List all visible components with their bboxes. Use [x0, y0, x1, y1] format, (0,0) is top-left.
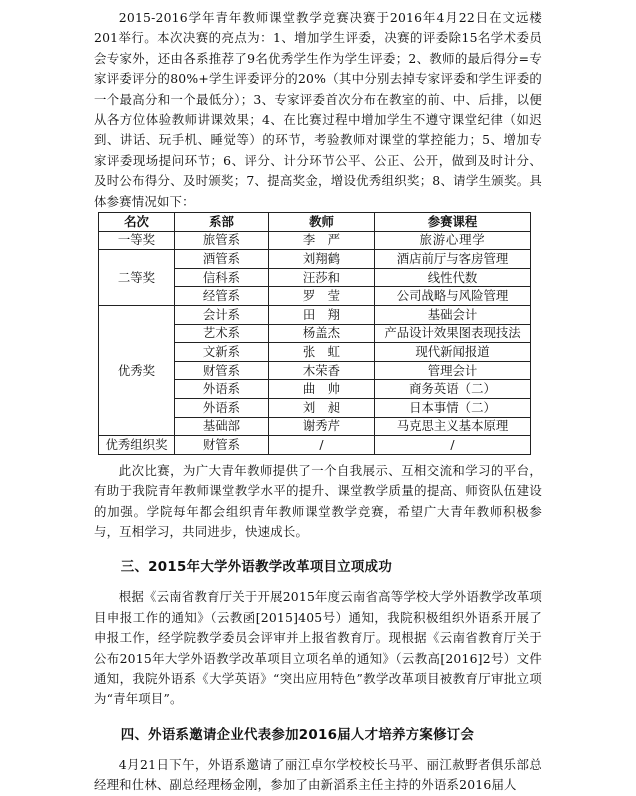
course-cell: 公司战略与风险管理 [375, 287, 531, 306]
table-header-row [99, 213, 531, 232]
closing-paragraph: 此次比赛，为广大青年教师提供了一个自我展示、互相交流和学习的平台，有助于我院青年教师课堂教学水平的提升、课堂教学质量的提高、师资队伍建设的加强。学院每年都会组织青年教师课堂教学竞赛，希望广大青年教师积极参与，互相学习，共同进步，快速成长。 [94, 462, 542, 539]
header-teacher: 教师 [269, 213, 375, 232]
course-cell: 日本事情（二） [375, 399, 531, 418]
course-cell: 现代新闻报道 [375, 343, 531, 362]
teacher-cell: 木荣香 [269, 361, 375, 380]
department-cell: 艺术系 [175, 324, 269, 343]
table-row [99, 306, 531, 325]
teacher-cell: 张 虹 [269, 343, 375, 362]
department-cell: 外语系 [175, 399, 269, 418]
course-cell: 马克思主义基本原理 [375, 417, 531, 436]
department-cell: 信科系 [175, 268, 269, 287]
section-3-paragraph: 根据《云南省教育厅关于开展2015年度云南省高等学校大学外语教学改革项目申报工作的通知》（云教函[2015]405号）通知，我院积极组织外语系开展了申报工作，经学院教学委员会评审并上报省教育厅。现根据《云南省教育厅关于公布2015年大学外语教学改革项目立项名单的通知》（云教高[2016]2号）文件通知，我院外语系《大学英语》“突出应用特色”教学改革项目被教育厅审批立项为“青年项目”。 [94, 589, 542, 707]
department-cell: 外语系 [175, 380, 269, 399]
teacher-cell: 曲 帅 [269, 380, 375, 399]
intro-paragraph: 2015-2016学年青年教师课堂教学竞赛决赛于2016年4月22日在文远楼201举行。本次决赛的亮点为：1、增加学生评委，决赛的评委除15名学术委员会专家外，还由各系推荐了9名优秀学生作为学生评委；2、教师的最后得分=专家评委评分的80%+学生评委评分的20%（其中分别去掉专家评委和学生评委的一个最高分和一个最低分）；3、专家评委首次分布在教室的前、中、后排，以便从各方位体验教师讲课效果；4、在比赛过程中增加学生不遵守课堂纪律（如迟到、讲话、玩手机、睡觉等）的环节，考验教师对课堂的掌控能力；5、增加专家评委现场提问环节；6、评分、计分环节公平、公正、公开，做到及时计分、及时公布得分、及时颁奖；7、提高奖金，增设优秀组织奖；8、请学生颁奖。具体参赛情况如下： [94, 10, 542, 209]
header-rank: 名次 [99, 213, 175, 232]
rank-cell: 优秀组织奖 [99, 436, 175, 455]
course-cell: 线性代数 [375, 268, 531, 287]
table-row [99, 250, 531, 269]
department-cell: 经管系 [175, 287, 269, 306]
header-department: 系部 [175, 213, 269, 232]
awards-table [98, 212, 531, 455]
header-course: 参赛课程 [375, 213, 531, 232]
course-cell: / [375, 436, 531, 455]
section-3-heading: 三、2015年大学外语教学改革项目立项成功 [120, 560, 393, 576]
teacher-cell: 谢秀芹 [269, 417, 375, 436]
table-row [99, 231, 531, 250]
department-cell: 酒管系 [175, 250, 269, 269]
teacher-cell: / [269, 436, 375, 455]
teacher-cell: 罗 莹 [269, 287, 375, 306]
rank-cell: 一等奖 [99, 231, 175, 250]
rank-cell: 优秀奖 [99, 306, 175, 436]
course-cell: 管理会计 [375, 361, 531, 380]
rank-cell: 二等奖 [99, 250, 175, 306]
course-cell: 产品设计效果图表现技法 [375, 324, 531, 343]
department-cell: 旅管系 [175, 231, 269, 250]
department-cell: 基础部 [175, 417, 269, 436]
department-cell: 文新系 [175, 343, 269, 362]
teacher-cell: 汪莎和 [269, 268, 375, 287]
course-cell: 酒店前厅与客房管理 [375, 250, 531, 269]
department-cell: 会计系 [175, 306, 269, 325]
teacher-cell: 田 翔 [269, 306, 375, 325]
section-4-paragraph: 4月21日下午，外语系邀请了丽江卓尔学校校长马平、丽江赦野者俱乐部总经理和仕林、副总经理杨金刚，参加了由新滔系主任主持的外语系2016届人 [94, 756, 542, 793]
teacher-cell: 李 严 [269, 231, 375, 250]
course-cell: 基础会计 [375, 306, 531, 325]
teacher-cell: 刘 昶 [269, 399, 375, 418]
course-cell: 旅游心理学 [375, 231, 531, 250]
department-cell: 财管系 [175, 436, 269, 455]
teacher-cell: 杨盖杰 [269, 324, 375, 343]
course-cell: 商务英语（二） [375, 380, 531, 399]
teacher-cell: 刘翔鹤 [269, 250, 375, 269]
section-4-heading: 四、外语系邀请企业代表参加2016届人才培养方案修订会 [120, 727, 475, 743]
department-cell: 财管系 [175, 361, 269, 380]
table-row [99, 436, 531, 455]
